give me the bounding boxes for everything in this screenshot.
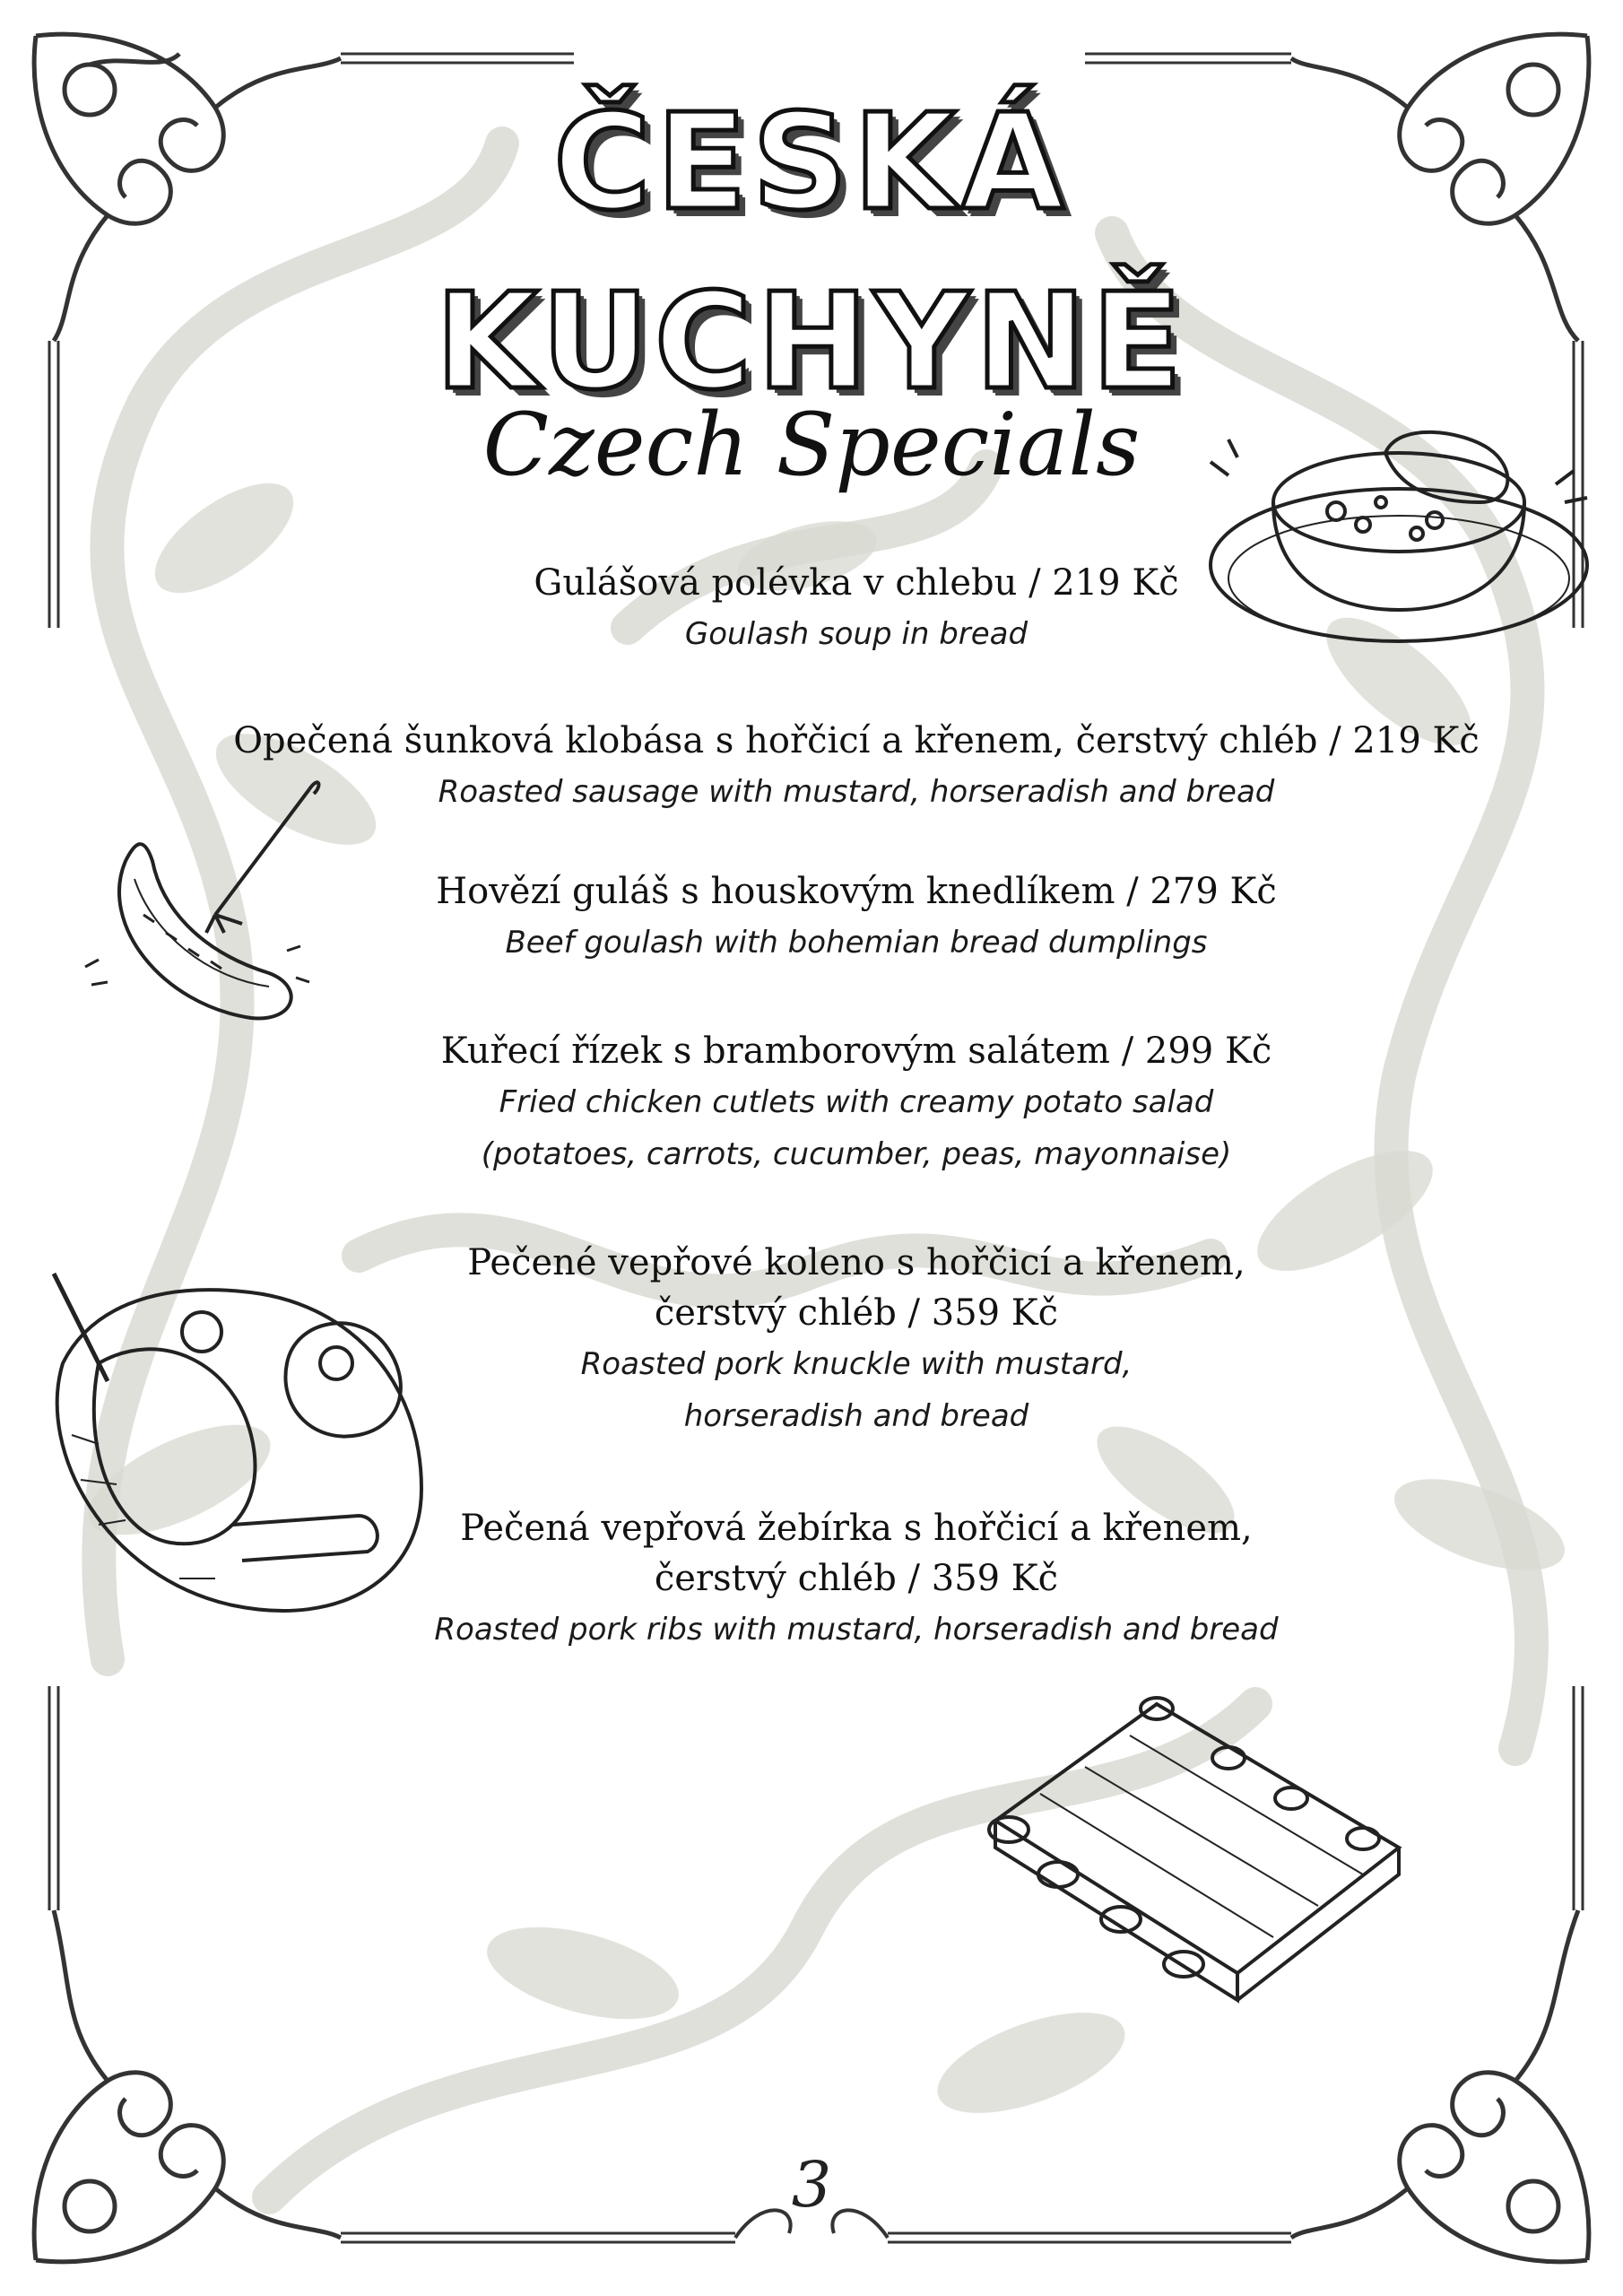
menu-item-pork-knuckle [143,1238,1569,1442]
menu-item-goulash-soup [143,558,1569,660]
dish-name: čerstvý chléb / 359 Kč [654,1292,1059,1334]
dish-name: Gulášová polévka v chlebu / 219 Kč [534,562,1179,604]
dish-description: Roasted sausage with mustard, horseradish and bread [438,774,1275,810]
title-line-2: KUCHYNĚ [435,265,1188,419]
dish-name: Pečené vepřové koleno s hořčicí a křenem, [467,1242,1245,1283]
dish-name: Kuřecí řízek s bramborovým salátem / 299 Kč [440,1031,1272,1072]
menu-item-sausage [143,716,1569,818]
dish-description: Roasted pork knuckle with mustard, [580,1346,1133,1382]
subtitle: Czech Specials [482,395,1141,495]
dish-description: Roasted pork ribs with mustard, horseradish and bread [434,1612,1279,1648]
menu-item-beef-goulash [143,866,1569,969]
dish-name: čerstvý chléb / 359 Kč [654,1558,1059,1599]
dish-description: Fried chicken cutlets with creamy potato salad [499,1084,1214,1120]
dish-description: horseradish and bread [683,1398,1029,1434]
dish-name: Hovězí guláš s houskovým knedlíkem / 279 Kč [436,871,1277,912]
page-number: 3 [791,2148,832,2222]
title-line-1: ČESKÁ [553,85,1070,239]
dish-name: Pečená vepřová žebírka s hořčicí a křenem, [460,1508,1253,1549]
menu-item-pork-ribs [143,1503,1569,1656]
dish-description: Goulash soup in bread [684,616,1028,652]
dish-name: Opečená šunková klobása s hořčicí a křenem, čerstvý chléb / 219 Kč [233,720,1480,761]
dish-description: Beef goulash with bohemian bread dumplings [505,925,1208,961]
menu-item-chicken-cutlets [143,1026,1569,1180]
dish-description: (potatoes, carrots, cucumber, peas, mayonnaise) [481,1136,1232,1172]
